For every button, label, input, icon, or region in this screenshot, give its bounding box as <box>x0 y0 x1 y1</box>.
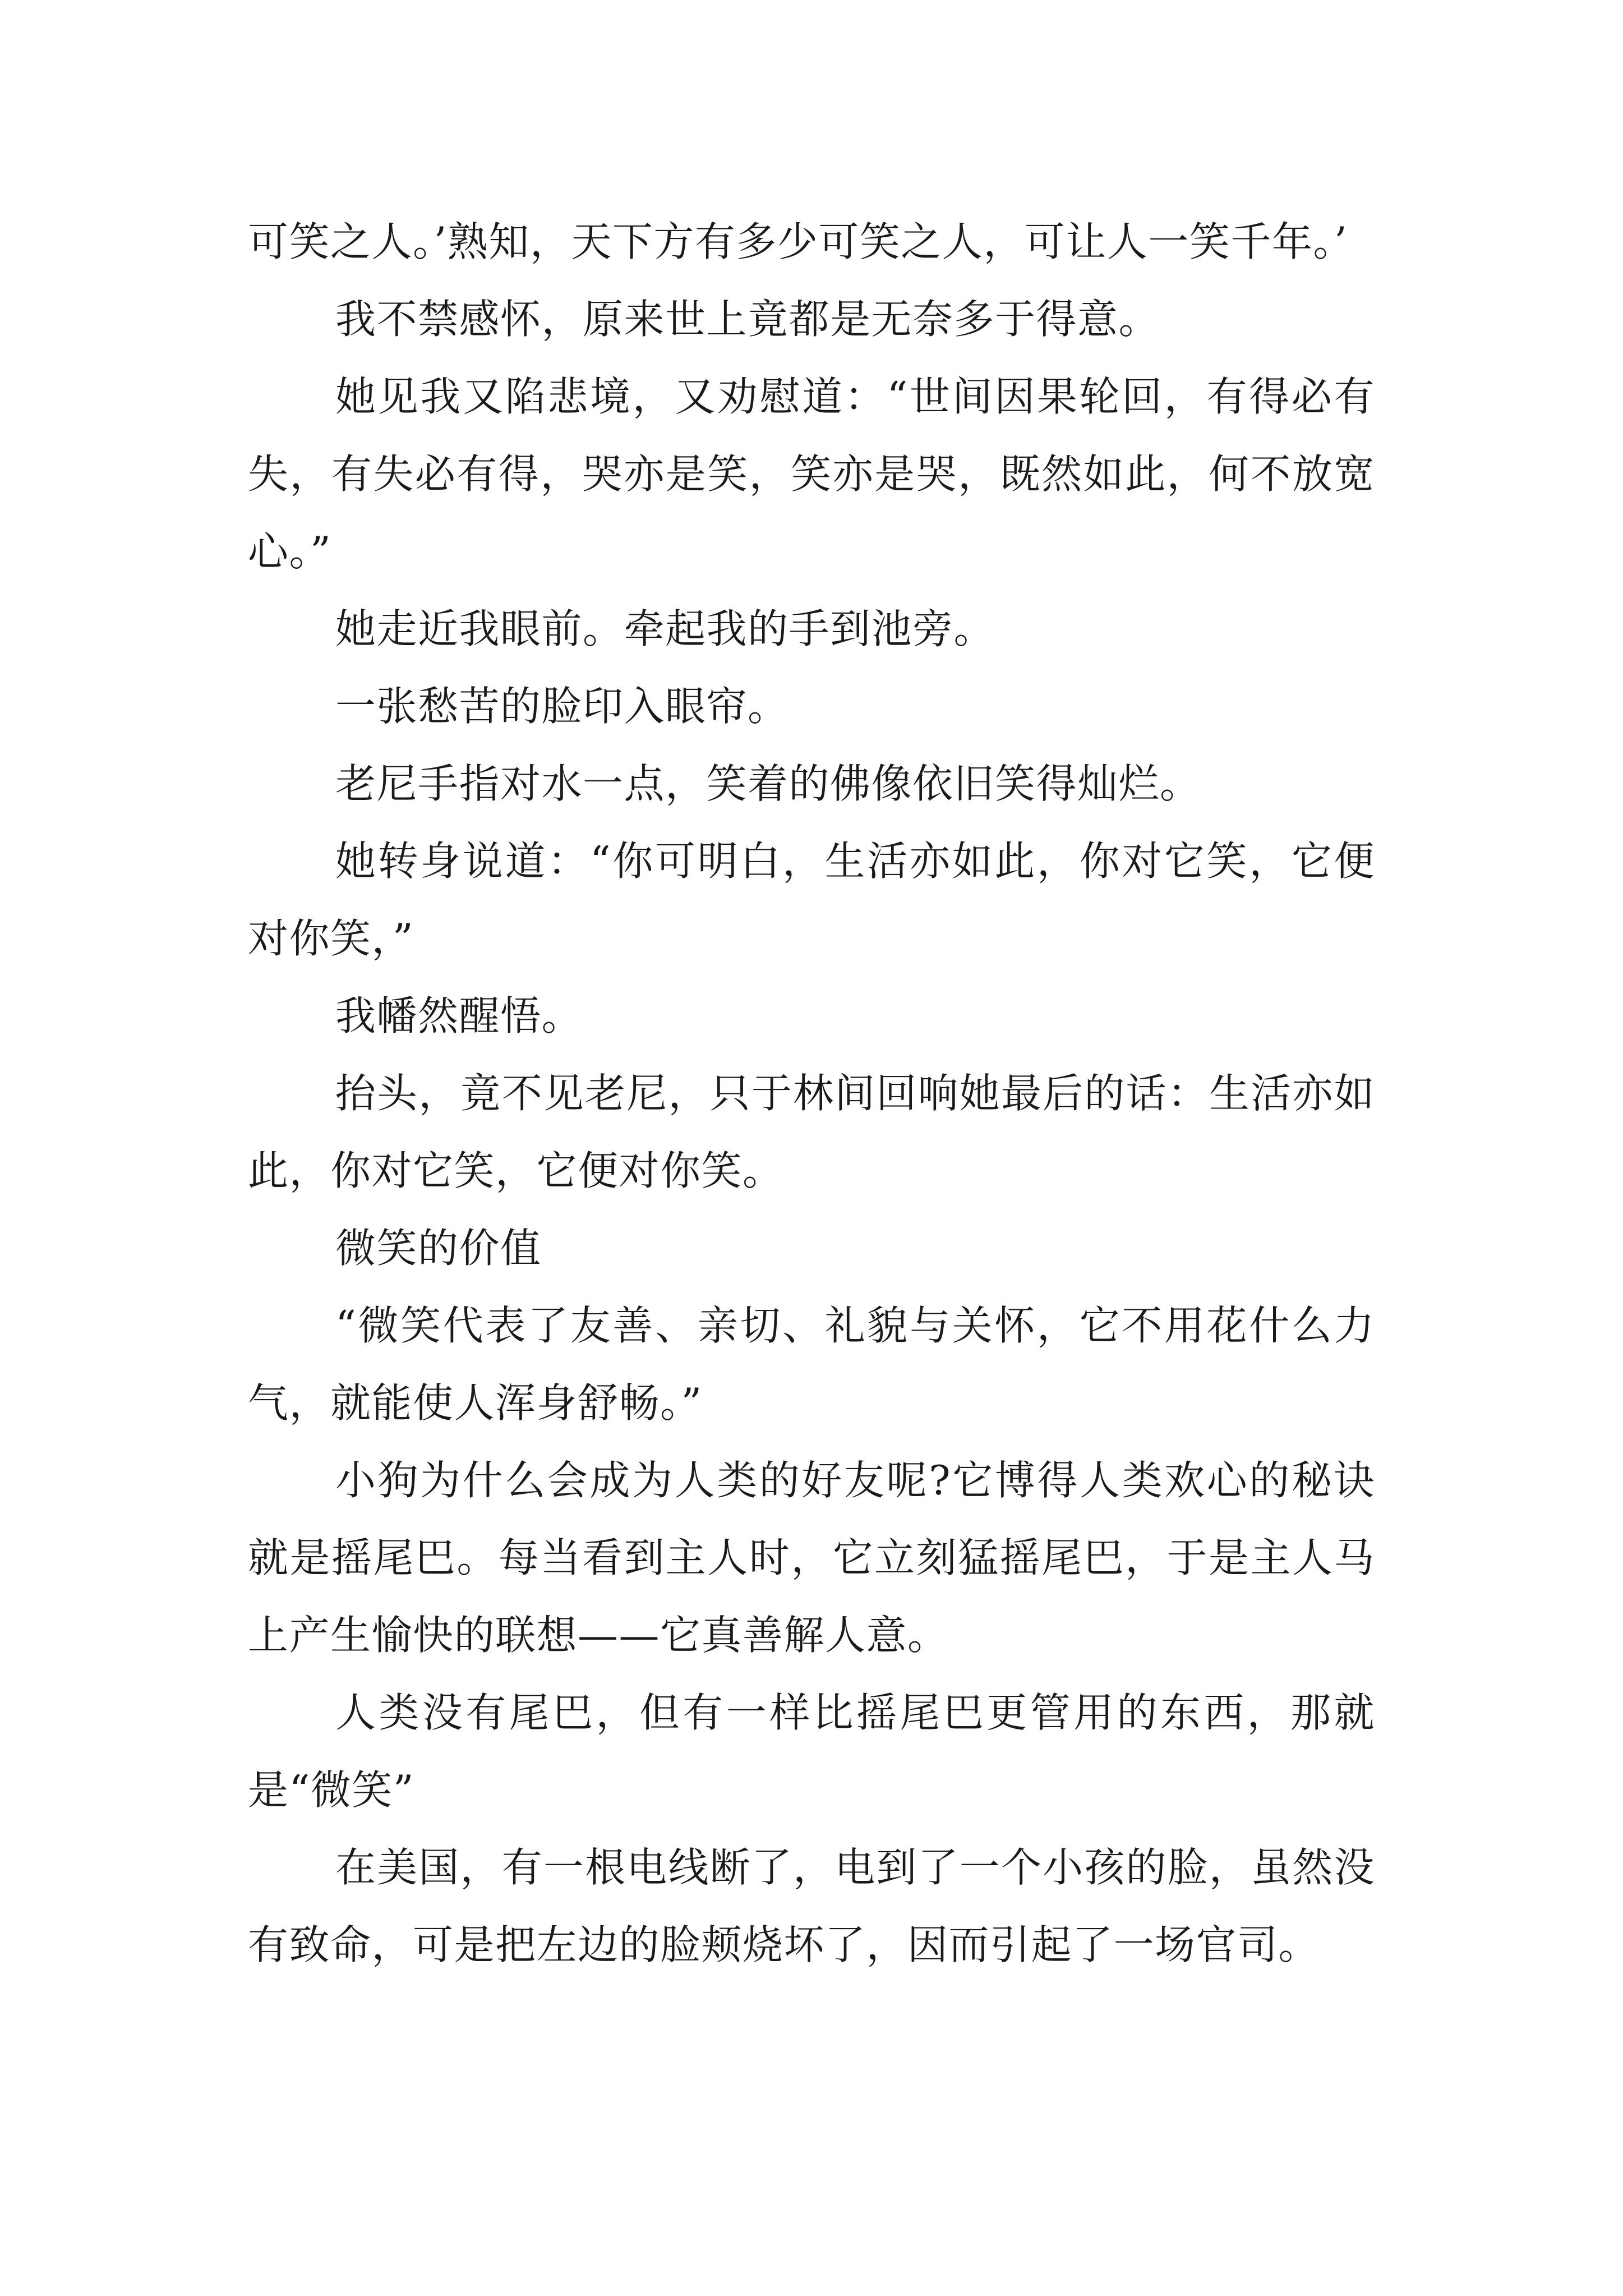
paragraph-5: 一张愁苦的脸印入眼帘。 <box>335 683 789 730</box>
paragraph-11: “微笑代表了友善、亲切、礼貌与关怀，它不用花什么力气，就能使人浑身舒畅。” <box>248 1302 1375 1427</box>
paragraph-8: 我幡然醒悟。 <box>335 992 583 1039</box>
paragraph-7: 她转身说道：“你可明白，生活亦如此，你对它笑，它便对你笑，” <box>248 838 1375 962</box>
paragraph-2: 我不禁感怀，原来世上竟都是无奈多于得意。 <box>335 296 1160 343</box>
paragraph-6: 老尼手指对水一点，笑着的佛像依旧笑得灿烂。 <box>335 760 1201 807</box>
document-body <box>248 203 1375 1984</box>
paragraph-4: 她走近我眼前。牵起我的手到池旁。 <box>335 605 995 652</box>
paragraph-12: 小狗为什么会成为人类的好友呢?它博得人类欢心的秘诀就是摇尾巴。每当看到主人时，它立刻猛摇尾巴，于是主人马上产生愉快的联想——它真善解人意。 <box>248 1457 1375 1659</box>
paragraph-1: 可笑之人。’熟知，天下方有多少可笑之人，可让人一笑千年。’ <box>248 218 1348 265</box>
paragraph-9: 抬头，竟不见老尼，只于林间回响她最后的话：生活亦如此，你对它笑，它便对你笑。 <box>248 1070 1375 1194</box>
paragraph-3: 她见我又陷悲境，又劝慰道：“世间因果轮回，有得必有失，有失必有得，哭亦是笑，笑亦是哭，既然如此，何不放宽心。” <box>248 373 1375 575</box>
paragraph-14: 在美国，有一根电线断了，电到了一个小孩的脸，虽然没有致命，可是把左边的脸颊烧坏了，因而引起了一场官司。 <box>248 1844 1375 1968</box>
paragraph-13: 人类没有尾巴，但有一样比摇尾巴更管用的东西，那就是“微笑” <box>248 1689 1375 1814</box>
section-heading: 微笑的价值 <box>335 1225 542 1272</box>
